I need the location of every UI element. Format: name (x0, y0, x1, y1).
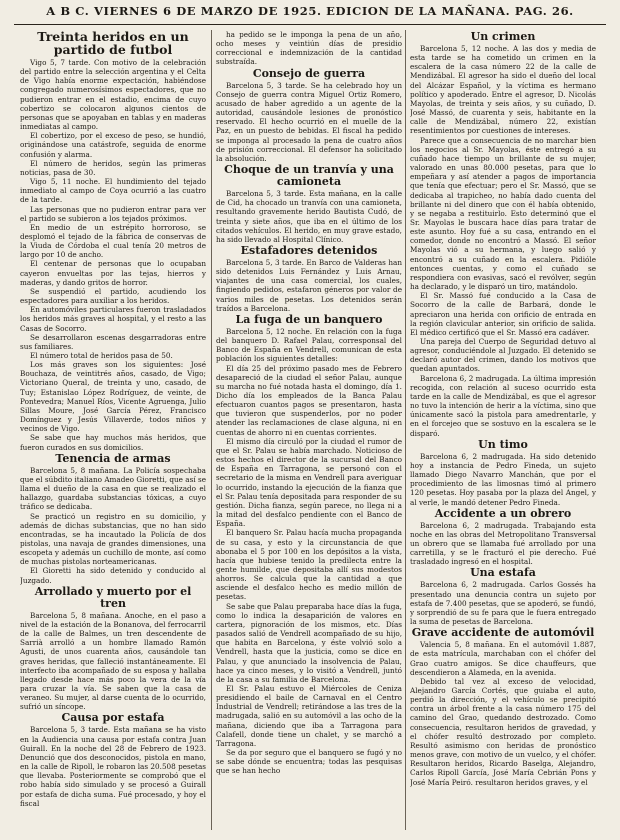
article-paragraph: El Sr. Massó fué conducido a la Casa de Socorro de la calle de Barbará, donde le apreciaron una herida con orificio de entrada en la región clavicular anterior, sin orificio de salida. El médico certificó que el Sr. Massó era cadáver. (410, 291, 596, 337)
article-paragraph: Vigo 5, 11 noche. El hundimiento del tejado inmediato al campo de Coya ocurrió a las cuatro de la tarde. (20, 177, 206, 205)
article-paragraph: Barcelona 6, 2 madrugada. Trabajando esta noche en las obras del Metropolitano Transversal un obrero que se llamaba fué arrollado por una carretilla, y se le fracturó el pie derecho. Fué trasladado ingresó en el hospital. (410, 520, 596, 567)
column-2 (216, 30, 402, 830)
article-paragraph: Debido tal vez al exceso de velocidad, Alejandro García Cortés, que guiaba el auto, perdió la dirección, y el vehículo se precipitó contra un árbol frente a la casa número 175 del camino del Grao, quedando destrozado. Como consecuencia, resultaron heridos de gravedad, y el chófer resultó destrozado por completo. Resultó asimismo con heridas de pronóstico menos grave, con motivo de un vuelco, y el chófer. Resultaron heridos, Ricardo Baselga, Alejandro, Carlos Ripoll García, José María Cebrián Pons y José María Peiró. resultaron heridos graves, y el (410, 676, 596, 787)
article-headline: Estafadores detenidos (240, 243, 378, 257)
article-paragraph: Barcelona 5, 12 noche. A las dos y media de esta tarde se ha cometido un crimen en la escalera de la casa número 22 de la calle de Mendizábal. El agresor ha sido el dueño del local del Alcázar Español, y la víctima es hermano político y apoderado. Entre el agresor, D. Nicolás Mayolas, de treinta y seis años, y su cuñado, D. José Massó, de cuarenta y seis, habitante en la calle de Mendizábal, número 22, existían resentimientos por cuestiones de intereses. (410, 44, 596, 136)
article-paragraph: Se da por seguro que el banquero se fugó y no se sabe dónde se encuentra; todas las pesquisas que se han hecho (216, 748, 402, 776)
article-paragraph: El número total de heridos pasa de 50. (30, 351, 173, 360)
article-headline: La fuga de un banquero (235, 312, 383, 326)
article-headline: Consejo de guerra (252, 66, 366, 80)
article-paragraph: Barcelona 5, 8 mañana. Anoche, en el paso a nivel de la estación de la Bonanova, del ferrocarril de la calle de Balmes, un tren descendente de Sarrià arrolló a un hombre llamado Ramón Agusti, de unos cuarenta años, causándole tan graves heridas, que falleció instantáneamente. El interfecto iba acompañado de su esposa y hallaba llegado desde hace más poco la vera de la vía para cruzar la vía. Se saben que la casa de veraneo. Su mujer, al darse cuenta de lo ocurrido, sufrió un síncope. (20, 610, 206, 712)
column-3 (410, 30, 596, 830)
column-divider (405, 30, 406, 830)
article-paragraph: Barcelona 5, 3 tarde. Esta mañana, en la calle de Cid, ha chocado un tranvía con una camioneta, resultando gravemente herido Bautista Cudó, de treinta y siete años, que iba en el último de los citados vehículos. El herido, en muy grave estado, ha sido llevado al Hospital Clínico. (216, 189, 402, 244)
article-paragraph: El mismo día circuló por la ciudad el rumor de que el Sr. Palau se había marchado. Noticioso de estos hechos el director de la sucursal del Banco de España en Tarragona, se personó con el secretario de la misma en Vendrell para averiguar lo ocurrido, instando la ejecución de la fianza que el Sr. Palau tenía depositada para responder de su gestión. Dicha fianza, según parece, no llega ni a la mitad del desfalco pendiente con el Banco de España. (216, 436, 402, 529)
article-paragraph: El cobertizo, por el exceso de peso, se hundió, originándose una catástrofe, seguida de enorme confusión y alarma. (20, 131, 206, 159)
article-paragraph: Barcelona 5, 3 tarde. Se ha celebrado hoy un Consejo de guerra contra Miguel Ortiz Romero, acusado de haber agredido a un agente de la autoridad, causándole lesiones de pronóstico reservado. El hecho ocurrió en el muelle de la Paz, en un puesto de bebidas. El fiscal ha pedido se imponga al procesado la pena de cuatro años de prisión correccional. El defensor ha solicitado la absolución. (216, 80, 402, 163)
article-headline: Un crimen (470, 30, 536, 43)
column-divider (211, 30, 212, 830)
article-paragraph: Barcelona 5, 8 mañana. La Policía sospechaba que el súbdito italiano Amadeo Gioretti, que así se llama el dueño de la casa en que se realizado el hallazgo, guardaba substancias tóxicas, a cuyo tráfico se dedicaba. (20, 465, 206, 512)
article-paragraph: En medio de un estrépito horroroso, se desplomó el tejado de la fábrica de conservas de la Viuda de Córdoba el cual tenía 20 metros de largo por 10 de ancho. (20, 222, 206, 260)
article-paragraph: El número de heridos, según las primeras noticias, pasa de 30. (20, 158, 206, 177)
article-paragraph: El banquero Sr. Palau hacía mucha propaganda de su casa, y esto y la circunstancia de que abonaba el 5 por 100 en los depósitos a la vista, hacía que hubiese tenido la predilecta entre la gente humilde, que depositaba allí sus modestos ahorros. Se calcula que la cantidad a que asciende el desfalco hecho es medio millón de pesetas. (216, 528, 402, 602)
article-paragraph: ha pedido se le imponga la pena de un año, ocho meses y veintiún días de presidio correccional e indemnización de la cantidad substraída. (216, 30, 402, 67)
article-headline: Un timo (478, 437, 528, 451)
article-paragraph: Barcelona 6, 2 madrugada. La última impresión recogida, con relación al suceso ocurrido esta tarde en la calle de Mendizábal, es que el agresor no tuvo la intención de herir a la víctima, sino que únicamente sacó la pistola para amedrentarle, y en el forcejeo que se sostuvo en la escalera se le disparó. (410, 373, 596, 438)
article-paragraph: Barcelona 5, 12 noche. En relación con la fuga del banquero D. Rafael Palau, corresponsal del Banco de España en Vendrell, comunican de esta población los siguientes detalles: (216, 326, 402, 364)
article-headline: Accidente a un obrero (434, 506, 572, 520)
page-header: A B C. VIERNES 6 DE MARZO DE 1925. EDICION DE LA MAÑANA. PAG. 26. (46, 4, 574, 18)
article-paragraph: Barcelona 6, 2 madrugada. Ha sido detenido hoy a instancia de Pedro Fineda, un sujeto llamado Diego Navarro Manchán, que por el procedimiento de las limosnas timó al primero 120 pesetas. Hoy pasaba por la plaza del Angel, y al verle, le mandó detener Pedro Fineda. (410, 451, 596, 507)
article-headline: Causa por estafa (61, 711, 165, 725)
article-headline: Treinta heridos en un partido de futbol (37, 30, 189, 57)
article-paragraph: Parece que a consecuencia de no marchar bien los negocios al Sr. Mayolas, éste entregó a su cuñado hace tiempo un brillante de su mujer, valorado en unas 80.000 pesetas, para que lo empeñara y así atender a pagos de importancia que tenía que efectuar; pero el Sr. Massó, que se dedicaba al trapicheo, no había dado cuenta del brillante ni del dinero que con él había obtenido, y se negaba a restituirlo. Esto determinó que el Sr. Mayolas le buscara hace días para tratar de este asunto. Hoy fué a su casa, entrando en el comedor, donde no encontró a Massó. El señor Mayolas vió a su hermana, y luego salió y encontró a su cuñado en la escalera. Pidióle entonces cuentas, y como el cuñado se respondiera con evasivas, sacó el revólver, según ha declarado, y le disparó un tiro, matándolo. (410, 135, 596, 292)
article-paragraph: Vigo 5, 7 tarde. Con motivo de la celebración del partido entre la selección argentina y el Celta de Vigo había enorme expectación, habiéndose congregado numerosísimos espectadores, que no pudieron entrar en el estadio, encima de cuyo cobertizo se colocaron algunos cientos de personas que se apoyaban en tablas y en maderas inmediatas al campo. (20, 58, 206, 132)
article-paragraph: Se desarrollaron escenas desgarradoras entre sus familiares. (20, 332, 206, 351)
article-paragraph: Barcelona 6, 2 madrugada. Carlos Gossés ha presentado una denuncia contra un sujeto por estafa de 7.400 pesetas, que se apoderó, se fundó, y sorprendió de su fe para que le fuera entregado la suma de pesetas de Barcelona. (410, 580, 596, 627)
article-headline: Tenencia de armas (55, 451, 171, 465)
article-paragraph: Los más graves son los siguientes: José Bouchaza, de veintitrés años, casado, de Vigo; Victoriano Queral, de treinta y uno, casado, de Tuy; Estanislao López Rodríguez, de veinte, de Pontevedra; Manuel Ríos, Vicente Agruenga, Julio Sillas Moure, José García Pérez, Francisco Domínguez y Jesús Villaverde, todos niños y vecinos de Vigo. (20, 360, 206, 434)
article-paragraph: Una pareja del Cuerpo de Seguridad detuvo al agresor, conduciéndole al Juzgado. El detenido se declaró autor del crimen, dando los motivos que quedan apuntados. (410, 337, 596, 374)
header-rule (14, 24, 606, 25)
article-paragraph: Barcelona 5, 3 tarde. Esta mañana se ha visto en la Audiencia una causa por estafa contra Juan Guirall. En la noche del 28 de Febrero de 1923. Denunció que dos desconocidos, pistola en mano, en la calle de Ripoll, le robaron las 20.508 pesetas que llevaba. Posteriormente se comprobó que el robo había sido simulado y se procesó a Guirall por estafa de dicha suma. Fué procesado, y hoy el fiscal (20, 725, 206, 808)
article-paragraph: Barcelona 5, 3 tarde. En Barco de Valderas han sido detenidos Luis Fernández y Luis Arnau, viajantes de una casa comercial, los cuales, fingiendo pedidos, estafaron géneros por valor de varios miles de pesetas. Los detenidos serán traídos a Barcelona. (216, 257, 402, 313)
article-paragraph: El Sr. Palau estuvo el Miércoles de Ceniza presidiendo el baile de Carnaval en el Centro Industrial de Vendrell; retirándose a las tres de la madrugada, salió en su automóvil a las ocho de la mañana, diciendo que iba a Tarragona para Calafell, donde tiene un chalet, y se marchó a Tarragona. (216, 684, 402, 748)
article-paragraph: Se sabe que Palau preparaba hace días la fuga, como lo indica la desaparición de valores en cartera, pignoración de los mismos, etc. Días pasados salió de Vendrell acompañado de su hijo, que habita en Barcelona, y éste volvió solo a Vendrell, hasta que la justicia, como se dice en Palau, y que anunciado la insolvencia de Palau, hace ya cinco meses, y lo visitó a Vendrell, juntó de la casa a su familia de Barcelona. (216, 601, 402, 684)
article-paragraph: El día 25 del próximo pasado mes de Febrero desapareció de la ciudad el señor Palau, aunque su marcha no fué notada hasta el domingo, día 1. Dicho día los empleados de la Banca Palau efectuaron cuantos pagos se presentaron, hasta que tuvieron que suspenderlos, por no poder atender las reclamaciones de clase alguna, ni en cuentas de ahorro ni en cuentas corrientes. (216, 363, 402, 437)
article-paragraph: Se practicó un registro en su domicilio, y además de dichas substancias, que no han sido encontradas, se ha incautado la Policía de dos pistolas, una navaja de grandes dimensiones, una escopeta y además un cuchillo de monte, así como de muchas pistolas norteamericanas. (20, 511, 206, 567)
article-headline: Grave accidente de automóvil (411, 626, 595, 640)
article-paragraph: El Gioretti ha sido detenido y conducido al Juzgado. (20, 566, 206, 585)
article-headline: Choque de un tranvía y una camioneta (224, 163, 394, 189)
article-paragraph: El centenar de personas que lo ocupaban cayeron envueltas por las tejas, hierros y maderas, y dando gritos de horror. (20, 259, 206, 287)
article-headline: Una estafa (470, 566, 536, 580)
column-1 (20, 30, 206, 830)
article-paragraph: Se suspendió el partido, acudiendo los espectadores para auxiliar a los heridos. (20, 286, 206, 306)
article-headline: Arrollado y muerto por el tren (34, 584, 192, 610)
article-paragraph: Las personas que no pudieron entrar para ver el partido se subieron a los tejados próximos. (20, 204, 206, 223)
article-paragraph: Se sabe que hay muchos más heridos, que fueron curados en sus domicilios. (20, 433, 206, 452)
article-paragraph: En automóviles particulares fueron trasladados los heridos más graves al hospital, y el resto a las Casas de Socorro. (20, 305, 206, 333)
article-paragraph: Valencia 5, 8 mañana. En el automóvil 1.887, de esta matrícula, marchaban con el chófer del Grao cuatro amigos. Se dice chauffeurs, que descendieron a Alameda, en la avenida. (410, 640, 596, 677)
